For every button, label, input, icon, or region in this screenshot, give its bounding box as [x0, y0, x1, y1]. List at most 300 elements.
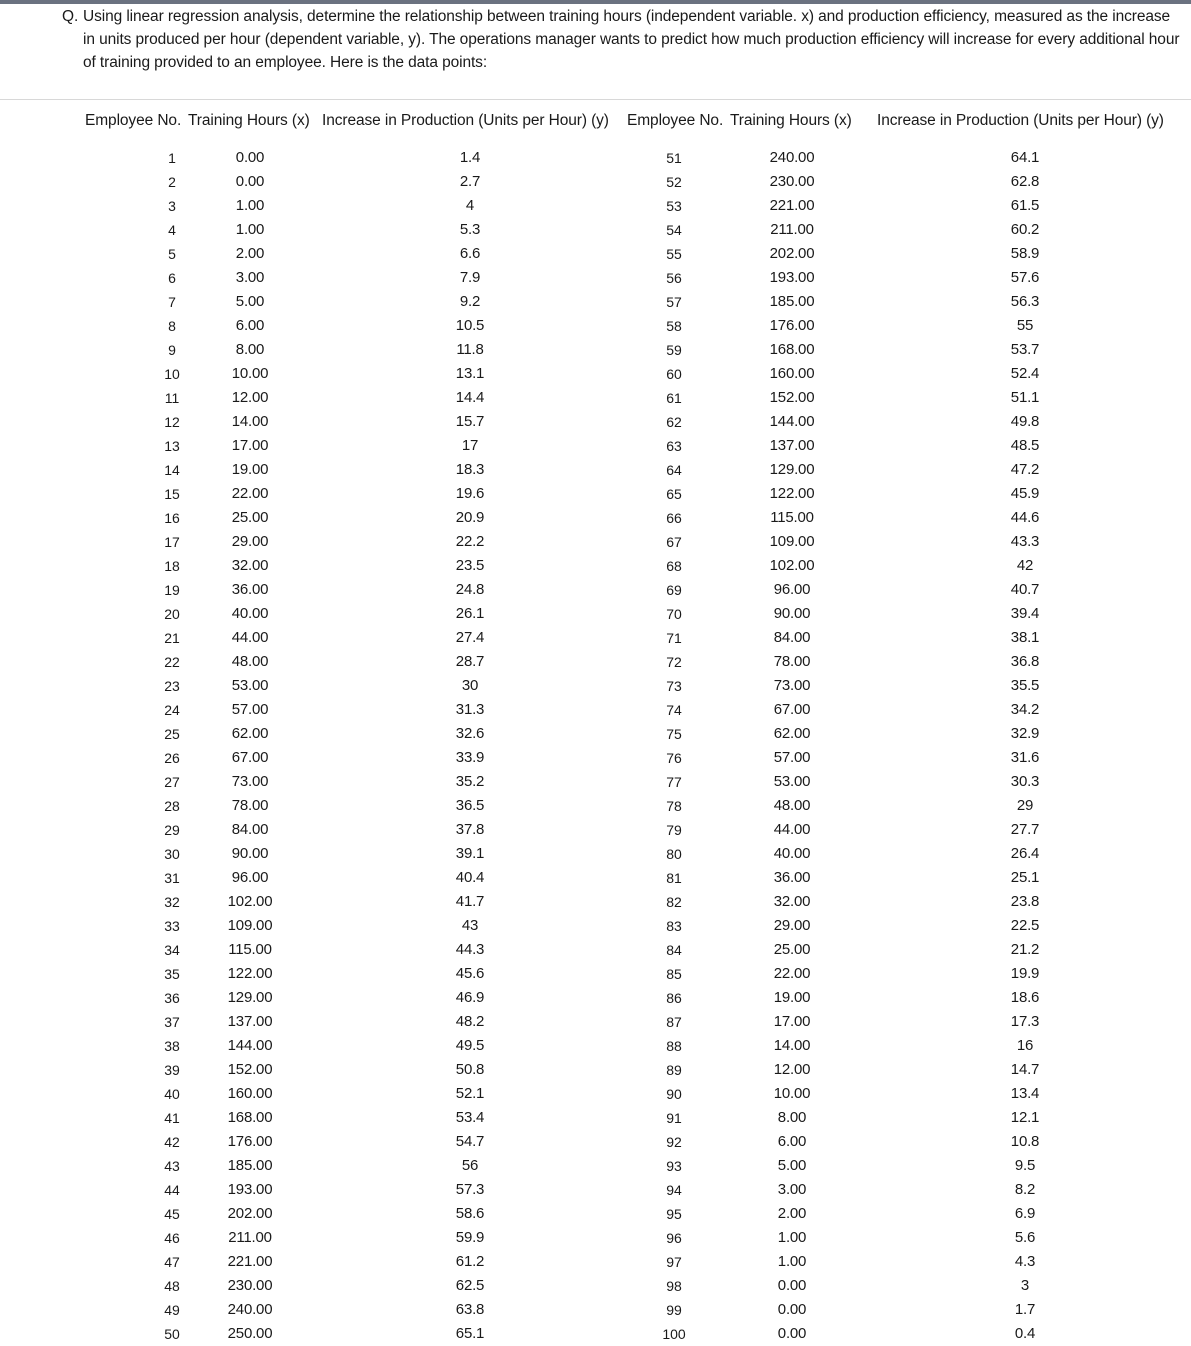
cell-employee-no: 44 — [164, 1182, 180, 1198]
cell-training-hours: 36.00 — [773, 869, 811, 886]
table-row — [0, 242, 1191, 266]
header-employee-no-2: Employee No. — [627, 112, 724, 129]
table-row — [0, 650, 1191, 674]
cell-employee-no: 88 — [666, 1038, 682, 1054]
cell-training-hours: 73.00 — [773, 677, 811, 694]
cell-employee-no: 49 — [164, 1302, 180, 1318]
cell-employee-no: 96 — [666, 1230, 682, 1246]
table-row — [0, 290, 1191, 314]
cell-employee-no: 5 — [168, 246, 176, 262]
table-row — [0, 890, 1191, 914]
cell-training-hours: 5.00 — [235, 293, 265, 310]
cell-training-hours: 53.00 — [231, 677, 269, 694]
cell-increase-production: 42 — [1016, 557, 1034, 574]
table-row — [0, 914, 1191, 938]
cell-training-hours: 152.00 — [769, 389, 815, 406]
cell-employee-no: 69 — [666, 582, 682, 598]
cell-training-hours: 10.00 — [231, 365, 269, 382]
cell-employee-no: 51 — [666, 150, 682, 166]
cell-employee-no: 73 — [666, 678, 682, 694]
cell-employee-no: 56 — [666, 270, 682, 286]
cell-training-hours: 78.00 — [231, 797, 269, 814]
cell-employee-no: 23 — [164, 678, 180, 694]
cell-increase-production: 17.3 — [1010, 1013, 1040, 1030]
cell-increase-production: 7.9 — [459, 269, 481, 286]
cell-increase-production: 1.7 — [1014, 1301, 1036, 1318]
cell-increase-production: 10.5 — [455, 317, 485, 334]
cell-training-hours: 19.00 — [773, 989, 811, 1006]
cell-training-hours: 40.00 — [231, 605, 269, 622]
cell-employee-no: 16 — [164, 510, 180, 526]
cell-increase-production: 6.6 — [459, 245, 481, 262]
cell-increase-production: 18.6 — [1010, 989, 1040, 1006]
cell-training-hours: 168.00 — [227, 1109, 273, 1126]
cell-training-hours: 8.00 — [777, 1109, 807, 1126]
cell-training-hours: 6.00 — [777, 1133, 807, 1150]
cell-employee-no: 42 — [164, 1134, 180, 1150]
table-row — [0, 578, 1191, 602]
table-row — [0, 746, 1191, 770]
table-row — [0, 938, 1191, 962]
cell-training-hours: 3.00 — [235, 269, 265, 286]
cell-training-hours: 12.00 — [773, 1061, 811, 1078]
cell-increase-production: 37.8 — [455, 821, 485, 838]
cell-increase-production: 63.8 — [455, 1301, 485, 1318]
cell-training-hours: 240.00 — [769, 149, 815, 166]
cell-employee-no: 3 — [168, 198, 176, 214]
cell-training-hours: 5.00 — [777, 1157, 807, 1174]
cell-training-hours: 53.00 — [773, 773, 811, 790]
cell-training-hours: 25.00 — [231, 509, 269, 526]
cell-increase-production: 47.2 — [1010, 461, 1040, 478]
table-row — [0, 362, 1191, 386]
table-row — [0, 1298, 1191, 1322]
table-row — [0, 338, 1191, 362]
header-training-hours-2: Training Hours (x) — [730, 112, 852, 129]
cell-increase-production: 30 — [461, 677, 479, 694]
table-row — [0, 1178, 1191, 1202]
cell-training-hours: 211.00 — [770, 221, 814, 238]
cell-training-hours: 67.00 — [231, 749, 269, 766]
divider — [0, 99, 1191, 100]
cell-increase-production: 59.9 — [455, 1229, 485, 1246]
cell-increase-production: 58.9 — [1010, 245, 1040, 262]
cell-increase-production: 31.6 — [1010, 749, 1040, 766]
cell-training-hours: 22.00 — [773, 965, 811, 982]
cell-training-hours: 202.00 — [227, 1205, 273, 1222]
cell-increase-production: 36.8 — [1010, 653, 1040, 670]
cell-training-hours: 122.00 — [769, 485, 815, 502]
cell-training-hours: 230.00 — [227, 1277, 273, 1294]
cell-increase-production: 22.5 — [1010, 917, 1040, 934]
table-row — [0, 386, 1191, 410]
cell-employee-no: 81 — [666, 870, 682, 886]
question-text: Using linear regression analysis, determine the relationship between training hours (independent variable. x) and production efficiency, measured as the increase in units produced per hour (dependent variable, y). The operations manager wants to predict how much production efficiency will increase for every additional hour of training provided to an employee. Here is the data points: — [83, 8, 1180, 71]
cell-increase-production: 0.4 — [1014, 1325, 1036, 1342]
cell-increase-production: 18.3 — [455, 461, 485, 478]
cell-training-hours: 44.00 — [773, 821, 811, 838]
table-row — [0, 482, 1191, 506]
cell-training-hours: 96.00 — [231, 869, 269, 886]
cell-training-hours: 22.00 — [231, 485, 269, 502]
cell-training-hours: 84.00 — [231, 821, 269, 838]
cell-increase-production: 52.4 — [1010, 365, 1040, 382]
cell-employee-no: 64 — [666, 462, 682, 478]
table-row — [0, 986, 1191, 1010]
cell-employee-no: 6 — [168, 270, 176, 286]
cell-employee-no: 39 — [164, 1062, 180, 1078]
cell-employee-no: 41 — [164, 1110, 180, 1126]
cell-training-hours: 14.00 — [231, 413, 269, 430]
cell-training-hours: 202.00 — [769, 245, 815, 262]
cell-training-hours: 176.00 — [769, 317, 815, 334]
cell-employee-no: 80 — [666, 846, 682, 862]
cell-employee-no: 68 — [666, 558, 682, 574]
cell-employee-no: 54 — [666, 222, 682, 238]
cell-training-hours: 2.00 — [235, 245, 265, 262]
header-training-hours-1: Training Hours (x) — [188, 112, 310, 129]
question-label: Q. — [62, 8, 79, 25]
cell-employee-no: 40 — [164, 1086, 180, 1102]
cell-training-hours: 250.00 — [227, 1325, 273, 1342]
cell-training-hours: 96.00 — [773, 581, 811, 598]
table-row — [0, 1322, 1191, 1346]
table-row — [0, 698, 1191, 722]
cell-employee-no: 53 — [666, 198, 682, 214]
cell-increase-production: 28.7 — [455, 653, 485, 670]
table-row — [0, 146, 1191, 170]
table-row — [0, 1034, 1191, 1058]
cell-increase-production: 25.1 — [1010, 869, 1040, 886]
cell-training-hours: 19.00 — [231, 461, 269, 478]
cell-increase-production: 27.4 — [455, 629, 485, 646]
table-row — [0, 1082, 1191, 1106]
table-row — [0, 1058, 1191, 1082]
cell-training-hours: 32.00 — [773, 893, 811, 910]
cell-employee-no: 27 — [164, 774, 180, 790]
cell-increase-production: 23.8 — [1010, 893, 1040, 910]
cell-employee-no: 47 — [164, 1254, 180, 1270]
cell-employee-no: 62 — [666, 414, 682, 430]
cell-increase-production: 26.1 — [455, 605, 485, 622]
cell-training-hours: 90.00 — [231, 845, 269, 862]
cell-employee-no: 34 — [164, 942, 180, 958]
header-increase-production-1: Increase in Production (Units per Hour) (y) — [322, 112, 609, 129]
cell-increase-production: 19.9 — [1010, 965, 1040, 982]
cell-employee-no: 45 — [164, 1206, 180, 1222]
cell-increase-production: 45.9 — [1010, 485, 1040, 502]
cell-employee-no: 13 — [164, 438, 180, 454]
cell-employee-no: 98 — [666, 1278, 682, 1294]
cell-employee-no: 20 — [164, 606, 180, 622]
cell-training-hours: 144.00 — [227, 1037, 273, 1054]
cell-training-hours: 36.00 — [231, 581, 269, 598]
cell-training-hours: 17.00 — [773, 1013, 811, 1030]
cell-training-hours: 115.00 — [770, 509, 814, 526]
cell-increase-production: 51.1 — [1010, 389, 1040, 406]
cell-increase-production: 12.1 — [1010, 1109, 1040, 1126]
cell-increase-production: 26.4 — [1010, 845, 1040, 862]
cell-training-hours: 168.00 — [769, 341, 815, 358]
cell-employee-no: 36 — [164, 990, 180, 1006]
cell-training-hours: 152.00 — [227, 1061, 273, 1078]
cell-employee-no: 59 — [666, 342, 682, 358]
cell-increase-production: 27.7 — [1010, 821, 1040, 838]
table-row — [0, 626, 1191, 650]
cell-employee-no: 78 — [666, 798, 682, 814]
cell-training-hours: 6.00 — [235, 317, 265, 334]
cell-increase-production: 48.5 — [1010, 437, 1040, 454]
cell-increase-production: 58.6 — [455, 1205, 485, 1222]
cell-training-hours: 129.00 — [227, 989, 273, 1006]
cell-employee-no: 89 — [666, 1062, 682, 1078]
cell-increase-production: 16 — [1016, 1037, 1034, 1054]
cell-employee-no: 91 — [666, 1110, 682, 1126]
cell-increase-production: 50.8 — [455, 1061, 485, 1078]
cell-training-hours: 32.00 — [231, 557, 269, 574]
cell-employee-no: 66 — [666, 510, 682, 526]
table-row — [0, 1226, 1191, 1250]
cell-training-hours: 160.00 — [227, 1085, 273, 1102]
cell-increase-production: 5.6 — [1014, 1229, 1036, 1246]
cell-training-hours: 62.00 — [231, 725, 269, 742]
cell-increase-production: 43 — [461, 917, 479, 934]
cell-increase-production: 13.4 — [1010, 1085, 1040, 1102]
cell-employee-no: 85 — [666, 966, 682, 982]
cell-training-hours: 193.00 — [227, 1181, 273, 1198]
cell-increase-production: 49.8 — [1010, 413, 1040, 430]
cell-employee-no: 8 — [168, 318, 176, 334]
table-row — [0, 722, 1191, 746]
cell-increase-production: 39.1 — [455, 845, 485, 862]
table-row — [0, 818, 1191, 842]
cell-training-hours: 73.00 — [231, 773, 269, 790]
cell-employee-no: 83 — [666, 918, 682, 934]
cell-increase-production: 48.2 — [455, 1013, 485, 1030]
cell-employee-no: 99 — [666, 1302, 682, 1318]
table-row — [0, 506, 1191, 530]
cell-training-hours: 40.00 — [773, 845, 811, 862]
cell-training-hours: 67.00 — [773, 701, 811, 718]
cell-increase-production: 31.3 — [455, 701, 485, 718]
cell-increase-production: 24.8 — [455, 581, 485, 598]
cell-employee-no: 82 — [666, 894, 682, 910]
cell-training-hours: 109.00 — [227, 917, 273, 934]
cell-increase-production: 44.6 — [1010, 509, 1040, 526]
cell-employee-no: 60 — [666, 366, 682, 382]
cell-training-hours: 1.00 — [777, 1253, 807, 1270]
cell-training-hours: 57.00 — [773, 749, 811, 766]
cell-training-hours: 129.00 — [769, 461, 815, 478]
table-row — [0, 1130, 1191, 1154]
cell-employee-no: 25 — [164, 726, 180, 742]
cell-increase-production: 55 — [1016, 317, 1034, 334]
table-row — [0, 770, 1191, 794]
cell-training-hours: 48.00 — [231, 653, 269, 670]
cell-increase-production: 39.4 — [1010, 605, 1040, 622]
cell-employee-no: 19 — [164, 582, 180, 598]
table-row — [0, 1202, 1191, 1226]
cell-employee-no: 37 — [164, 1014, 180, 1030]
cell-employee-no: 58 — [666, 318, 682, 334]
table-row — [0, 1106, 1191, 1130]
cell-increase-production: 57.6 — [1010, 269, 1040, 286]
cell-employee-no: 4 — [168, 222, 176, 238]
table-row — [0, 962, 1191, 986]
cell-employee-no: 57 — [666, 294, 682, 310]
cell-employee-no: 33 — [164, 918, 180, 934]
cell-training-hours: 3.00 — [777, 1181, 807, 1198]
cell-increase-production: 8.2 — [1014, 1181, 1036, 1198]
cell-increase-production: 33.9 — [455, 749, 485, 766]
cell-training-hours: 221.00 — [227, 1253, 273, 1270]
cell-employee-no: 52 — [666, 174, 682, 190]
cell-increase-production: 65.1 — [455, 1325, 485, 1342]
cell-training-hours: 10.00 — [773, 1085, 811, 1102]
cell-training-hours: 1.00 — [777, 1229, 807, 1246]
table-row — [0, 1250, 1191, 1274]
cell-training-hours: 0.00 — [777, 1301, 807, 1318]
table-row — [0, 410, 1191, 434]
cell-increase-production: 60.2 — [1010, 221, 1040, 238]
cell-employee-no: 100 — [662, 1326, 686, 1342]
cell-employee-no: 11 — [164, 390, 180, 406]
cell-training-hours: 211.00 — [228, 1229, 272, 1246]
cell-training-hours: 137.00 — [227, 1013, 273, 1030]
cell-training-hours: 102.00 — [227, 893, 273, 910]
cell-training-hours: 25.00 — [773, 941, 811, 958]
table-row — [0, 170, 1191, 194]
cell-training-hours: 109.00 — [769, 533, 815, 550]
cell-training-hours: 230.00 — [769, 173, 815, 190]
cell-employee-no: 14 — [164, 462, 180, 478]
cell-employee-no: 94 — [666, 1182, 682, 1198]
cell-employee-no: 95 — [666, 1206, 682, 1222]
cell-employee-no: 84 — [666, 942, 682, 958]
cell-training-hours: 29.00 — [231, 533, 269, 550]
cell-employee-no: 9 — [168, 342, 176, 358]
cell-employee-no: 76 — [666, 750, 682, 766]
cell-employee-no: 50 — [164, 1326, 180, 1342]
cell-training-hours: 12.00 — [231, 389, 269, 406]
cell-increase-production: 40.7 — [1010, 581, 1040, 598]
cell-employee-no: 55 — [666, 246, 682, 262]
cell-increase-production: 4 — [465, 197, 475, 214]
header-employee-no-1: Employee No. — [85, 112, 182, 129]
cell-training-hours: 29.00 — [773, 917, 811, 934]
cell-employee-no: 22 — [164, 654, 180, 670]
cell-training-hours: 122.00 — [227, 965, 273, 982]
cell-training-hours: 0.00 — [235, 173, 265, 190]
cell-increase-production: 4.3 — [1014, 1253, 1036, 1270]
cell-training-hours: 115.00 — [228, 941, 272, 958]
cell-training-hours: 84.00 — [773, 629, 811, 646]
cell-employee-no: 65 — [666, 486, 682, 502]
cell-employee-no: 48 — [164, 1278, 180, 1294]
cell-increase-production: 44.3 — [455, 941, 485, 958]
cell-increase-production: 35.2 — [455, 773, 485, 790]
cell-increase-production: 22.2 — [455, 533, 485, 550]
cell-increase-production: 3 — [1020, 1277, 1030, 1294]
cell-increase-production: 30.3 — [1010, 773, 1040, 790]
cell-increase-production: 53.7 — [1010, 341, 1040, 358]
cell-increase-production: 6.9 — [1014, 1205, 1036, 1222]
table-row — [0, 794, 1191, 818]
cell-training-hours: 0.00 — [777, 1277, 807, 1294]
table-row — [0, 1274, 1191, 1298]
cell-increase-production: 38.1 — [1010, 629, 1040, 646]
cell-training-hours: 185.00 — [769, 293, 815, 310]
cell-increase-production: 52.1 — [455, 1085, 485, 1102]
cell-increase-production: 40.4 — [455, 869, 485, 886]
cell-employee-no: 90 — [666, 1086, 682, 1102]
cell-increase-production: 45.6 — [455, 965, 485, 982]
table-row — [0, 218, 1191, 242]
cell-increase-production: 61.5 — [1010, 197, 1040, 214]
cell-employee-no: 38 — [164, 1038, 180, 1054]
cell-increase-production: 54.7 — [455, 1133, 485, 1150]
cell-training-hours: 102.00 — [769, 557, 815, 574]
cell-employee-no: 1 — [168, 150, 176, 166]
cell-training-hours: 1.00 — [235, 221, 265, 238]
cell-training-hours: 57.00 — [231, 701, 269, 718]
cell-training-hours: 2.00 — [777, 1205, 807, 1222]
cell-increase-production: 15.7 — [455, 413, 485, 430]
cell-employee-no: 70 — [666, 606, 682, 622]
cell-employee-no: 92 — [666, 1134, 682, 1150]
cell-increase-production: 34.2 — [1010, 701, 1040, 718]
cell-training-hours: 144.00 — [769, 413, 815, 430]
cell-increase-production: 49.5 — [455, 1037, 485, 1054]
table-row — [0, 266, 1191, 290]
table-row — [0, 1010, 1191, 1034]
cell-training-hours: 185.00 — [227, 1157, 273, 1174]
table-row — [0, 530, 1191, 554]
table-row — [0, 602, 1191, 626]
table-row — [0, 842, 1191, 866]
cell-increase-production: 61.2 — [455, 1253, 485, 1270]
cell-training-hours: 160.00 — [769, 365, 815, 382]
cell-training-hours: 8.00 — [235, 341, 265, 358]
cell-employee-no: 17 — [164, 534, 180, 550]
cell-training-hours: 193.00 — [769, 269, 815, 286]
table-row — [0, 1154, 1191, 1178]
cell-employee-no: 46 — [164, 1230, 180, 1246]
cell-increase-production: 9.5 — [1014, 1157, 1036, 1174]
cell-training-hours: 221.00 — [769, 197, 815, 214]
cell-training-hours: 14.00 — [773, 1037, 811, 1054]
cell-increase-production: 21.2 — [1010, 941, 1040, 958]
cell-employee-no: 71 — [666, 630, 682, 646]
cell-increase-production: 11.8 — [456, 341, 484, 358]
cell-training-hours: 78.00 — [773, 653, 811, 670]
cell-employee-no: 43 — [164, 1158, 180, 1174]
cell-employee-no: 87 — [666, 1014, 682, 1030]
cell-employee-no: 12 — [164, 414, 180, 430]
cell-employee-no: 32 — [164, 894, 180, 910]
cell-training-hours: 62.00 — [773, 725, 811, 742]
header-increase-production-2: Increase in Production (Units per Hour) (y) — [877, 112, 1164, 129]
cell-employee-no: 63 — [666, 438, 682, 454]
cell-training-hours: 0.00 — [235, 149, 265, 166]
cell-increase-production: 13.1 — [455, 365, 485, 382]
cell-training-hours: 90.00 — [773, 605, 811, 622]
cell-employee-no: 10 — [164, 366, 180, 382]
cell-increase-production: 10.8 — [1010, 1133, 1040, 1150]
cell-employee-no: 75 — [666, 726, 682, 742]
question-block — [62, 5, 1182, 74]
cell-employee-no: 21 — [164, 630, 180, 646]
